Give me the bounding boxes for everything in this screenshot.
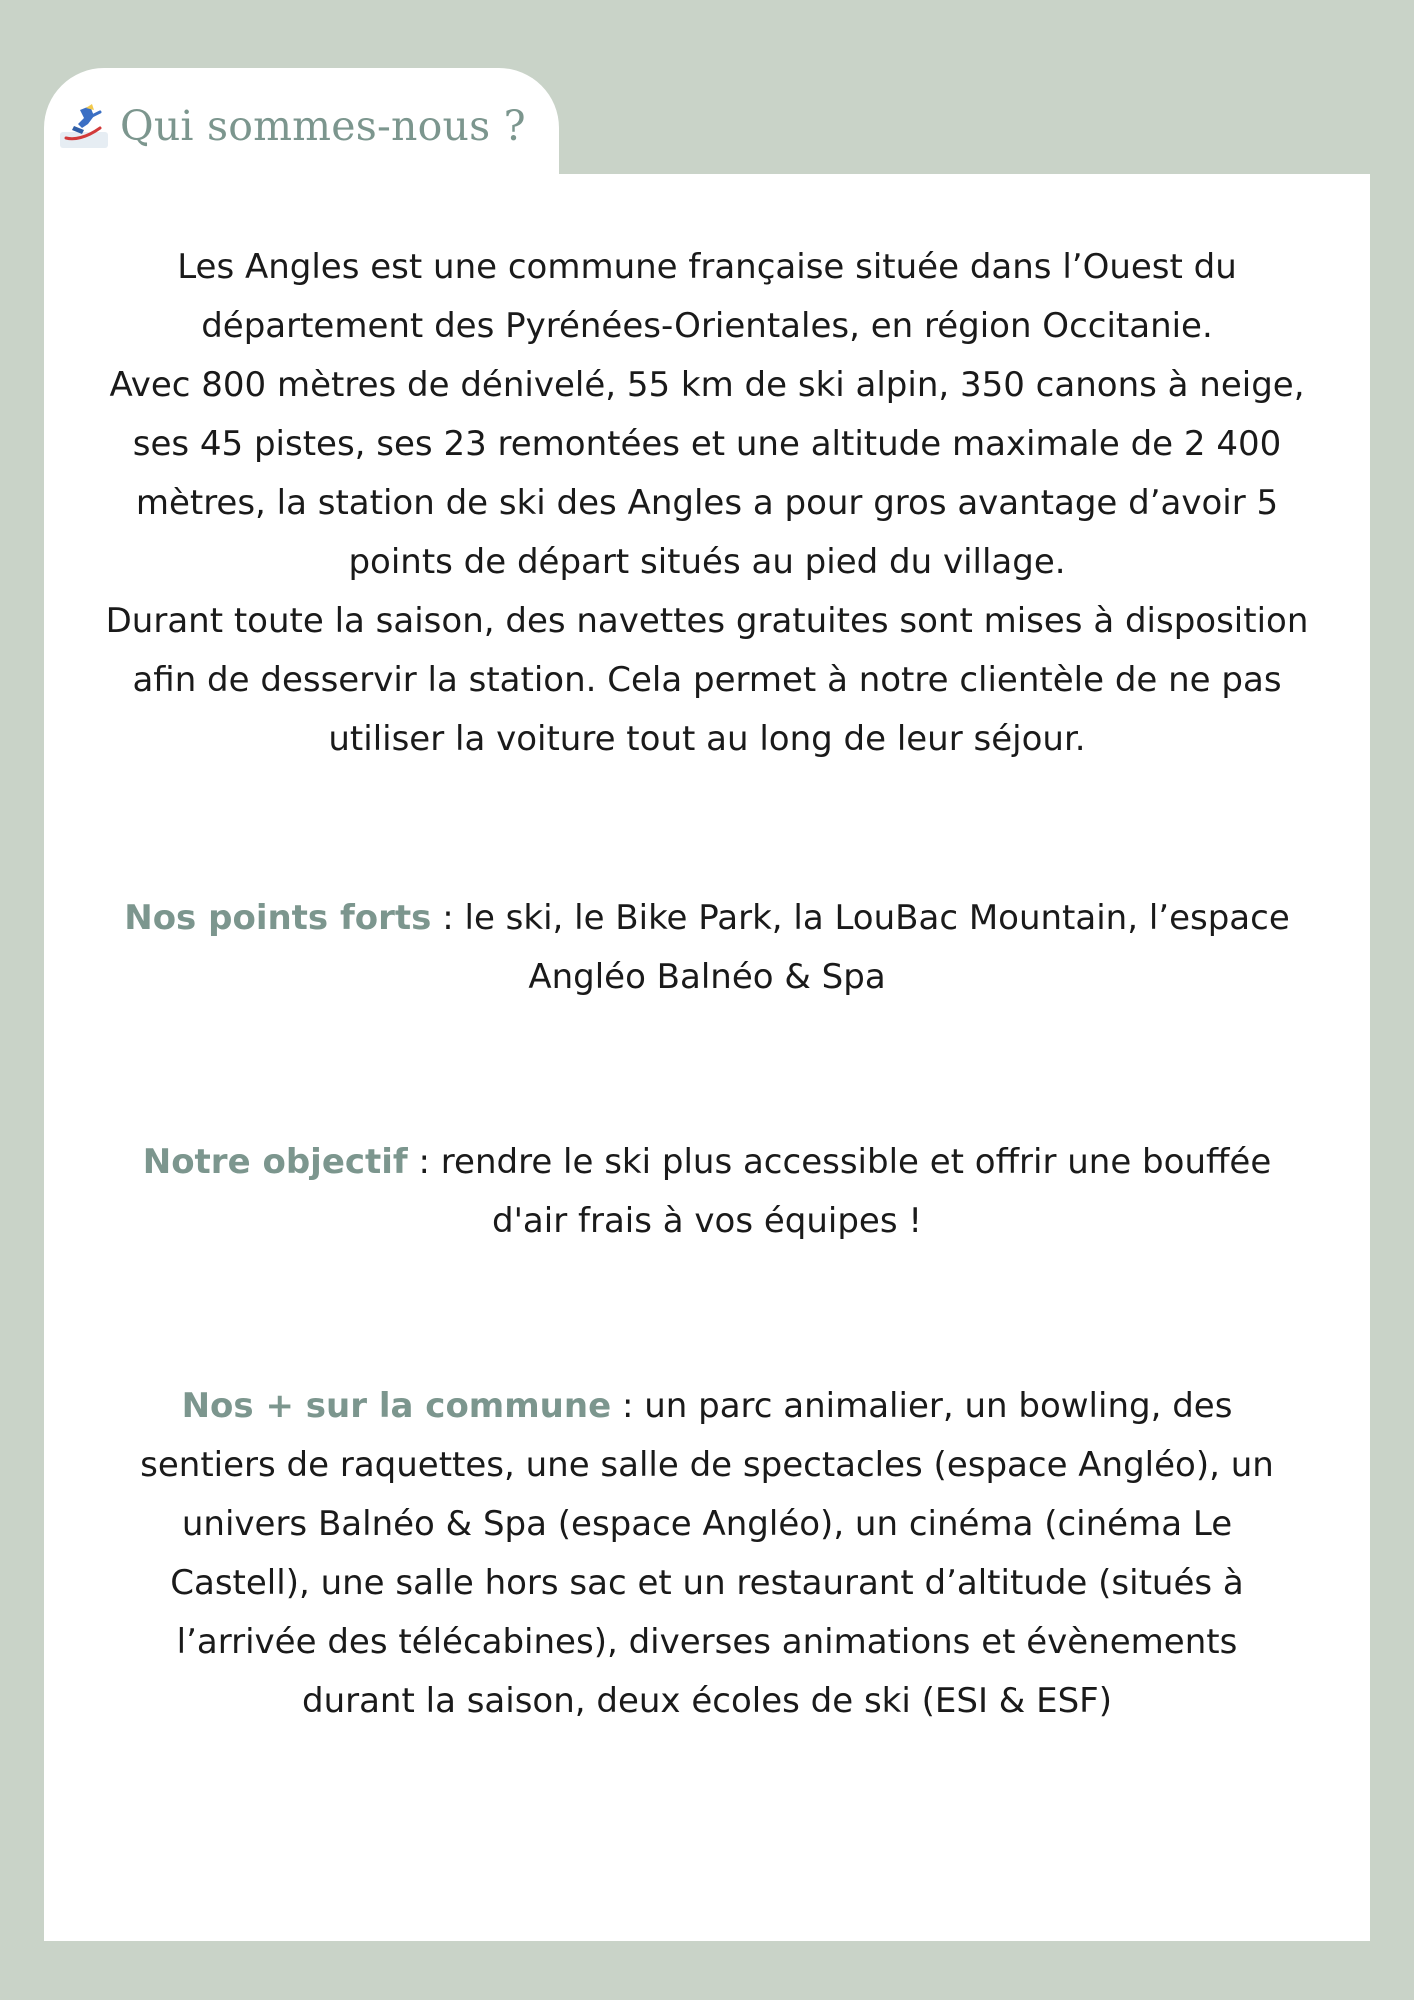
intro-paragraph: Les Angles est une commune française située dans l’Ouest du département des Pyrénées-Orientales, en région Occitanie. bbox=[177, 247, 1237, 346]
objective-label: Notre objectif bbox=[142, 1142, 408, 1182]
commune-text: : un parc animalier, un bowling, des sentiers de raquettes, une salle de spectacles (espace Angléo), un univers Balnéo & Spa (espace Angléo), un cinéma (cinéma Le Castell), une salle hors sac et un restaurant d’altitude (situés à l’arrivée des télécabines), diverses animations et évènements durant la saison, deux écoles de ski (ESI & ESF) bbox=[140, 1386, 1274, 1721]
content-card bbox=[44, 174, 1370, 1941]
objective-section bbox=[104, 1133, 1310, 1251]
skier-icon bbox=[60, 102, 108, 150]
page-title bbox=[60, 98, 526, 154]
intro-text bbox=[84, 238, 1330, 769]
strengths-label: Nos points forts bbox=[124, 898, 432, 938]
title-text: Qui sommes-nous ? bbox=[120, 102, 526, 150]
objective-text: : rendre le ski plus accessible et offrir une bouffée d'air frais à vos équipes ! bbox=[407, 1142, 1272, 1241]
intro-paragraph: Durant toute la saison, des navettes gratuites sont mises à disposition afin de desservir la station. Cela permet à notre clientèle de ne pas utiliser la voiture tout au long de leur séjour. bbox=[105, 601, 1309, 759]
intro-paragraph: Avec 800 mètres de dénivelé, 55 km de ski alpin, 350 canons à neige, ses 45 pistes, ses 23 remontées et une altitude maximale de 2 400 mètres, la station de ski des Angles a pour gros avantage d’avoir 5 points de départ situés au pied du village. bbox=[109, 365, 1305, 582]
strengths-text: : le ski, le Bike Park, la LouBac Mountain, l’espace Angléo Balnéo & Spa bbox=[431, 898, 1290, 997]
strengths-section bbox=[104, 889, 1310, 1007]
commune-section bbox=[140, 1377, 1274, 1731]
commune-label: Nos + sur la commune bbox=[181, 1386, 612, 1426]
